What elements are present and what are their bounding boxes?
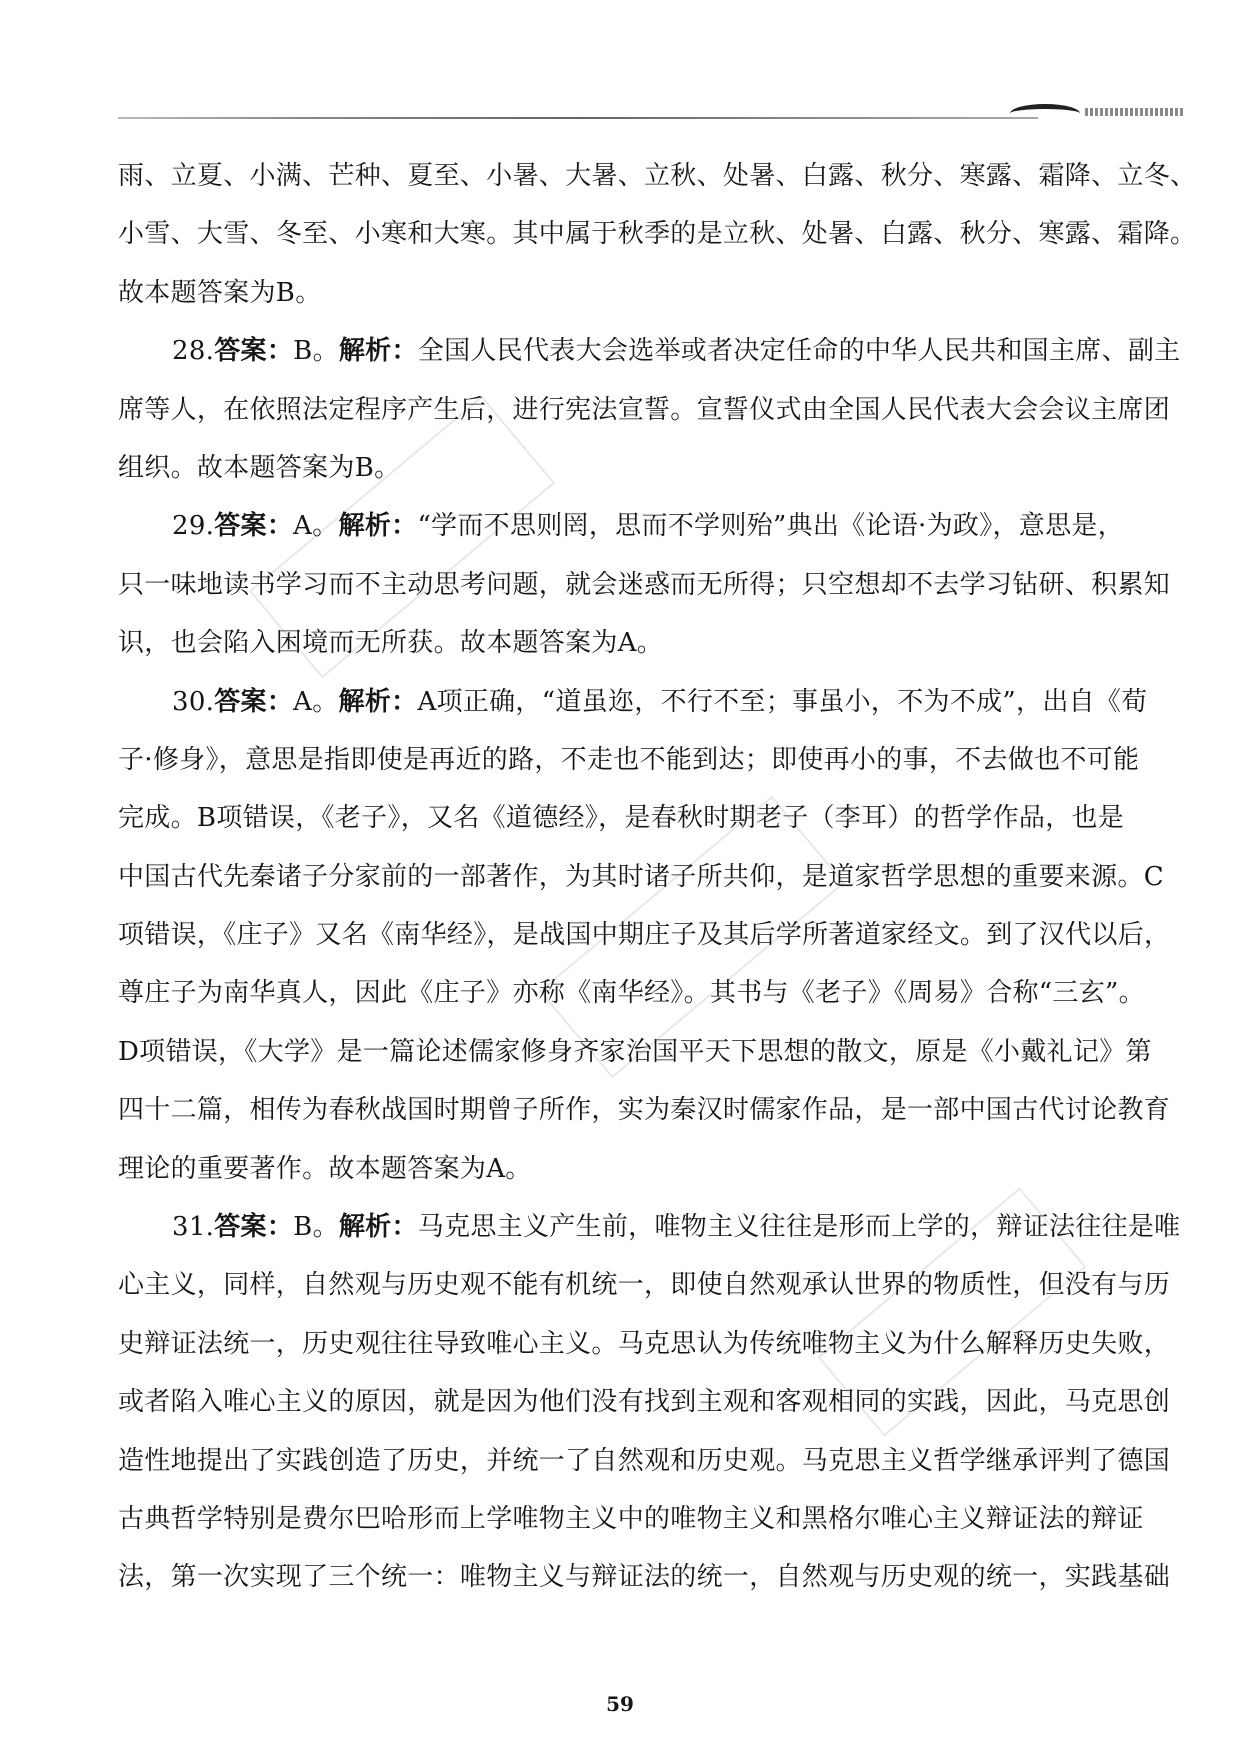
text-line xyxy=(118,673,1148,731)
text-line: 只一味地读书学习而不主动思考问题，就会迷惑而无所得；只空想却不去学习钻研、积累知 xyxy=(118,569,1171,600)
text-line: 尊庄子为南华真人，因此《庄子》亦称《南华经》。其书与《老子》《周易》合称“三玄”。 xyxy=(118,978,1145,1009)
text-line: 席等人，在依照法定程序产生后，进行宪法宣誓。宣誓仪式由全国人民代表大会会议主席团 xyxy=(118,394,1171,425)
header-watermark-url xyxy=(1085,108,1185,116)
answer-label: 答案： xyxy=(214,511,294,542)
answer-explanations xyxy=(118,147,1197,1607)
question-31-explanation xyxy=(118,1198,1181,1607)
text-line xyxy=(118,497,1125,555)
header-logo xyxy=(1010,104,1080,123)
question-29-explanation xyxy=(118,497,1171,672)
question-number: 28. xyxy=(172,336,215,367)
question-number: 29. xyxy=(172,511,215,542)
analysis-label: 解析： xyxy=(338,686,418,717)
analysis-text: “学而不思则罔，思而不学则殆”典出《论语·为政》，意思是， xyxy=(417,511,1125,542)
text-line: 项错误，《庄子》又名《南华经》，是战国中期庄子及其后学所著道家经文。到了汉代以后， xyxy=(118,920,1171,951)
question-number: 30. xyxy=(172,686,215,717)
text-line: 造性地提出了实践创造了历史，并统一了自然观和历史观。马克思主义哲学继承评判了德国 xyxy=(118,1445,1171,1476)
text-line: 心主义，同样，自然观与历史观不能有机统一，即使自然观承认世界的物质性，但没有与历 xyxy=(118,1270,1171,1301)
continued-paragraph xyxy=(118,147,1197,322)
answer-value: A。 xyxy=(293,686,339,717)
header-rule xyxy=(118,117,1038,119)
text-line xyxy=(118,322,1181,380)
analysis-label: 解析： xyxy=(338,1212,418,1243)
text-line: 子·修身》，意思是指即使是再近的路，不走也不能到达；即使再小的事，不去做也不可能 xyxy=(118,744,1140,775)
text-line: 识，也会陷入困境而无所获。故本题答案为A。 xyxy=(118,628,664,659)
text-line: 雨、立夏、小满、芒种、夏至、小暑、大暑、立秋、处暑、白露、秋分、寒露、霜降、立冬、 xyxy=(118,161,1197,191)
text-line: 或者陷入唯心主义的原因，就是因为他们没有找到主观和客观相同的实践，因此，马克思创 xyxy=(118,1387,1171,1418)
question-number: 31. xyxy=(172,1212,215,1243)
answer-label: 答案： xyxy=(214,686,294,717)
question-28-explanation xyxy=(118,322,1181,497)
text-line: 理论的重要著作。故本题答案为A。 xyxy=(118,1153,532,1184)
analysis-label: 解析： xyxy=(338,511,418,542)
answer-label: 答案： xyxy=(214,336,294,367)
answer-value: B。 xyxy=(293,1212,339,1243)
analysis-text: A项正确，“道虽迩，不行不至；事虽小，不为不成”，出自《荀 xyxy=(417,686,1148,717)
text-line: 故本题答案为B。 xyxy=(118,277,322,308)
text-line: 四十二篇，相传为春秋战国时期曾子所作，实为秦汉时儒家作品，是一部中国古代讨论教育 xyxy=(118,1095,1171,1126)
answer-value: B。 xyxy=(293,336,339,367)
answer-label: 答案： xyxy=(214,1212,294,1243)
text-line: 法，第一次实现了三个统一：唯物主义与辩证法的统一，自然观与历史观的统一，实践基础 xyxy=(118,1562,1171,1593)
analysis-text: 全国人民代表大会选举或者决定任命的中华人民共和国主席、副主 xyxy=(417,336,1181,367)
answer-value: A。 xyxy=(293,511,339,542)
page-number: 59 xyxy=(606,1692,634,1716)
text-line: 完成。B项错误，《老子》，又名《道德经》，是春秋时期老子（李耳）的哲学作品，也是 xyxy=(118,803,1125,834)
text-line: 中国古代先秦诸子分家前的一部著作，为其时诸子所共仰，是道家哲学思想的重要来源。C xyxy=(118,861,1164,892)
question-30-explanation xyxy=(118,673,1171,1199)
text-line: 史辩证法统一，历史观往往导致唯心主义。马克思认为传统唯物主义为什么解释历史失败， xyxy=(118,1328,1171,1359)
text-line: 古典哲学特别是费尔巴哈形而上学唯物主义中的唯物主义和黑格尔唯心主义辩证法的辩证 xyxy=(118,1503,1144,1534)
text-line: 小雪、大雪、冬至、小寒和大寒。其中属于秋季的是立秋、处暑、白露、秋分、寒露、霜降。 xyxy=(118,219,1197,250)
analysis-label: 解析： xyxy=(338,336,418,367)
text-line xyxy=(118,1198,1181,1256)
analysis-text: 马克思主义产生前，唯物主义往往是形而上学的，辩证法往往是唯 xyxy=(417,1212,1181,1243)
text-line: 组织。故本题答案为B。 xyxy=(118,452,401,483)
text-line: D项错误，《大学》是一篇论述儒家修身齐家治国平天下思想的散文，原是《小戴礼记》第 xyxy=(118,1036,1152,1067)
